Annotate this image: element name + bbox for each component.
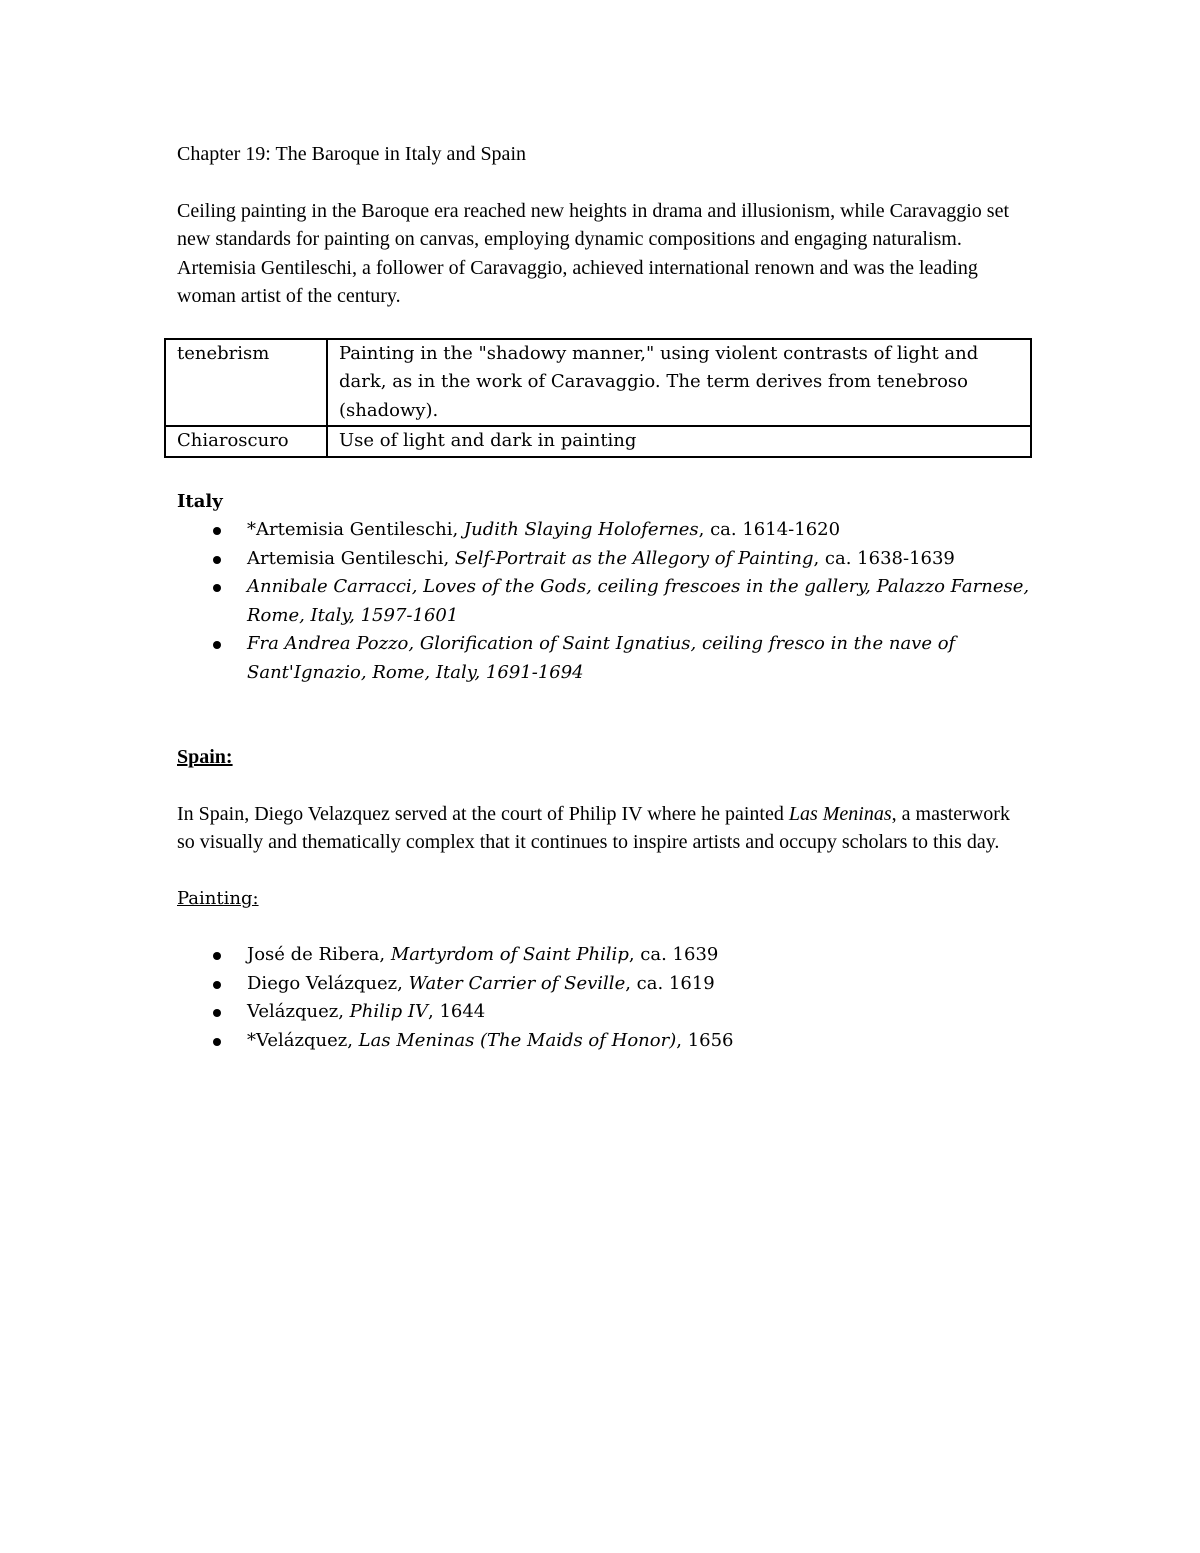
bullet-icon (213, 1038, 221, 1046)
bullet-icon (213, 641, 221, 649)
spain-intro-text: In Spain, Diego Velazquez served at the court of Philip IV where he painted (177, 802, 789, 825)
date-text: , 1644 (428, 1001, 486, 1022)
artist-text: Diego Velázquez, (247, 972, 409, 994)
date-text: , 1656 (676, 1029, 734, 1051)
list-item (177, 998, 1032, 1027)
artwork-title: Martyrdom of Saint Philip (390, 944, 629, 965)
artwork-title: Water Carrier of Seville (408, 972, 626, 994)
bullet-icon (213, 556, 221, 564)
term-cell: Chiaroscuro (165, 426, 327, 457)
spain-intro-text: , a masterwork so visually and thematically complex that it continues to inspire artists and occupy scholars to this day. (177, 802, 1010, 853)
definition-cell: Painting in the "shadowy manner," using violent contrasts of light and dark, as in the work of Caravaggio. The term derives from tenebroso (shadowy). (327, 339, 1031, 427)
list-item (177, 516, 1032, 545)
italy-works-list (177, 516, 1032, 687)
list-item (177, 970, 1032, 999)
artist-text: *Artemisia Gentileschi, (247, 519, 464, 540)
artwork-title: Las Meninas (The Maids of Honor) (358, 1029, 677, 1051)
list-item (177, 1027, 1032, 1056)
artwork-title: Fra Andrea Pozzo, Glorification of Saint Ignatius, ceiling fresco in the nave of Sant'Ignazio, Rome, Italy, 1691-1694 (247, 633, 956, 683)
table-row (165, 339, 1031, 427)
list-item (177, 630, 1032, 687)
artwork-title: Philip IV (349, 1001, 428, 1022)
list-item (177, 941, 1032, 970)
artwork-title: Annibale Carracci, Loves of the Gods, ceiling frescoes in the gallery, Palazzo Farnese, Rome, Italy, 1597-1601 (247, 576, 1030, 626)
artist-text: *Velázquez, (247, 1029, 359, 1051)
artwork-title: Las Meninas (788, 802, 892, 825)
spain-works-list (177, 941, 1032, 1055)
date-text: , ca. 1639 (628, 944, 719, 965)
italy-heading: Italy (177, 490, 223, 512)
list-item (177, 545, 1032, 574)
definition-cell: Use of light and dark in painting (327, 426, 1031, 457)
date-text: , ca. 1614-1620 (698, 519, 841, 540)
spain-intro-paragraph (177, 800, 1032, 857)
table-row (165, 426, 1031, 457)
list-item (177, 573, 1032, 630)
artist-text: Artemisia Gentileschi, (247, 547, 455, 569)
bullet-icon (213, 981, 221, 989)
artwork-title: Self-Portrait as the Allegory of Painting (454, 547, 814, 569)
page-title: Chapter 19: The Baroque in Italy and Spain (177, 143, 526, 165)
bullet-icon (213, 527, 221, 535)
document-page (177, 140, 1032, 1055)
terms-table (164, 338, 1032, 458)
date-text: , ca. 1619 (625, 972, 715, 994)
artist-text: José de Ribera, (247, 944, 391, 965)
term-cell: tenebrism (165, 339, 327, 427)
bullet-icon (213, 1009, 221, 1017)
bullet-icon (213, 952, 221, 960)
artwork-title: Judith Slaying Holofernes (463, 519, 699, 540)
bullet-icon (213, 584, 221, 592)
intro-paragraph: Ceiling painting in the Baroque era reached new heights in drama and illusionism, while Caravaggio set new standards for painting on canvas, employing dynamic compositions and engaging naturalism. Artemisia Gentileschi, a follower of Caravaggio, achieved international renown and was the leading woman artist of the century. (177, 199, 1010, 307)
artist-text: Velázquez, (247, 1001, 350, 1022)
date-text: , ca. 1638-1639 (813, 547, 955, 569)
spain-heading: Spain: (177, 746, 233, 768)
painting-subheading: Painting: (177, 887, 259, 909)
